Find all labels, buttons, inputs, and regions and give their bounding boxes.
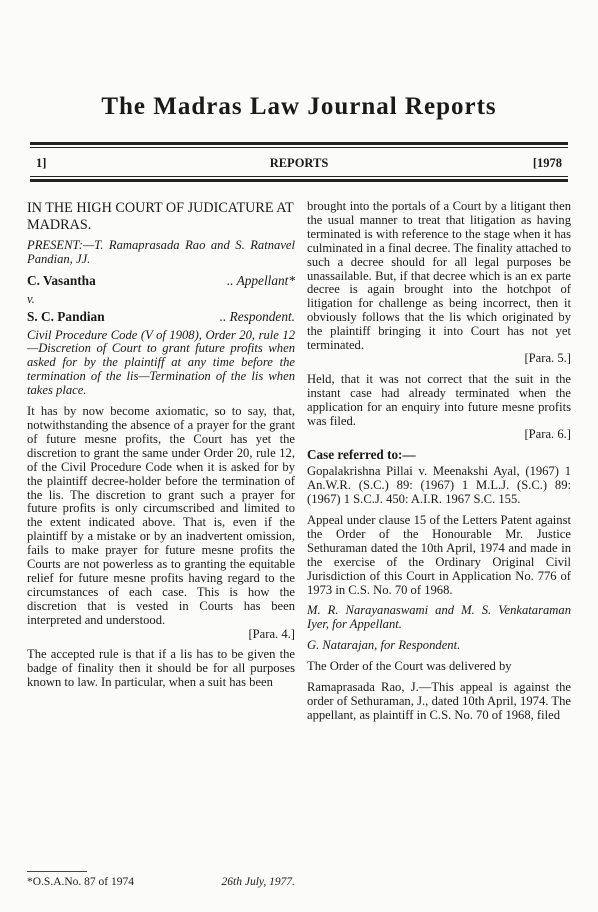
right-column [307,200,571,730]
header-rule-top [30,142,568,145]
appeal-paragraph: Appeal under clause 15 of the Letters Patent against the Order of the Honourable Mr. Justice Sethuraman dated the 10th April, 1974 and made in the exercise of the Ordinary Original Civil Jurisdiction of this Court in Application No. 776 of 1973 in C.S. No. 70 of 1968. [307,513,571,597]
respondent-role: .. Respondent. [219,308,295,324]
court-heading: IN THE HIGH COURT OF JUDICATURE AT MADRAS. [27,200,294,233]
paragraph-5-start: The accepted rule is that if a lis has to be given the badge of finality then it should be for all purposes known to law. In particular, when a suit has been [27,647,295,690]
running-header [36,156,562,174]
running-title: REPORTS [269,156,329,170]
appellant-name: C. Vasantha [27,272,96,288]
respondent-name: S. C. Pandian [27,308,105,324]
paragraph-5-ref: [Para. 5.] [524,350,571,365]
paragraph-5-continued: brought into the portals of a Court by a litigant then the usual manner to treat that litigation as having terminated is with reference to the stage when it has culminated in a final decree. The finality attached to such a decree should for all legal purposes be unassailable. But, if that decree which is an ex parte decree is again brought into the hotchpot of litigation for challenge as being incorrect, then it obviously follows that the lis which originated by the plaintiff bringing it into Court has not yet terminated. [307,199,571,353]
header-rule-top-thin [30,147,568,148]
year-label: [1978 [532,156,562,170]
page-number: 1] [36,156,47,170]
judgment-start: Ramaprasada Rao, J.—This appeal is against the order of Sethuraman, J., dated 10th April, 1974. The appellant, as plaintiff in C.S. No. 70 of 1968, filed [307,680,571,722]
footnote [27,876,295,888]
bench-present: PRESENT:—T. Ramaprasada Rao and S. Ratnavel Pandian, JJ. [27,238,295,266]
footnote-date: 26th July, 1977. [221,876,295,888]
held-paragraph: Held, that it was not correct that the suit in the instant case had already terminated when the application for an enquiry into future mesne profits was filed. [307,371,571,428]
counsel-appellant: M. R. Narayanaswami and M. S. Venkataraman Iyer, for Appellant. [307,603,571,632]
appellant-line [27,274,295,288]
paragraph-4: It has by now become axiomatic, so to say, that, notwithstanding the absence of a prayer for the grant of future mesne profits, the Court has yet the discretion to grant the same under Order 20, rule 12, of the Civil Procedure Code when it is asked for by the plaintiff decree-holder before the termination of the lis. The discretion to grant such a prayer for future profits is only circumscribed and limited to the extent indicated above. That is, even if the plaintiff by a mistake or by an inadvertent omission, fails to make prayer for future mesne profits the Courts are not powerless as to granting the equitable relief for future mesne profits having regard to the circumstances of each case. This is how the discretion that is vested in Courts has been interpreted and understood. [27,404,295,627]
paragraph-4-ref: [Para. 4.] [248,626,295,641]
respondent-line [27,310,295,324]
headnote: Civil Procedure Code (V of 1908), Order 20, rule 12—Discretion of Court to grant future profits when asked for by the plaintiff at any time before the termination of the lis—Termination of the lis when takes place. [27,327,295,398]
cases-referred-heading: Case referred to:— [307,447,416,463]
left-column [27,200,295,697]
footnote-rule [27,871,87,872]
case-citation: Gopalakrishna Pillai v. Meenakshi Ayal, (1967) 1 An.W.R. (S.C.) 89: (1967) 1 M.L.J. (S.C.) 89: (1967) 1 S.C.J. 450: A.I.R. 1967 S.C. 155. [307,464,571,507]
journal-title: The Madras Law Journal Reports [101,93,497,120]
footnote-case-number: *O.S.A.No. 87 of 1974 [27,876,135,888]
versus: v. [27,291,35,306]
header-rule-bottom-thin [30,176,568,177]
counsel-respondent: G. Natarajan, for Respondent. [307,638,461,653]
held-ref: [Para. 6.] [524,426,571,441]
appellant-role: .. Appellant* [226,272,295,288]
header-rule-bottom [30,179,568,182]
order-delivered: The Order of the Court was delivered by [307,659,512,674]
